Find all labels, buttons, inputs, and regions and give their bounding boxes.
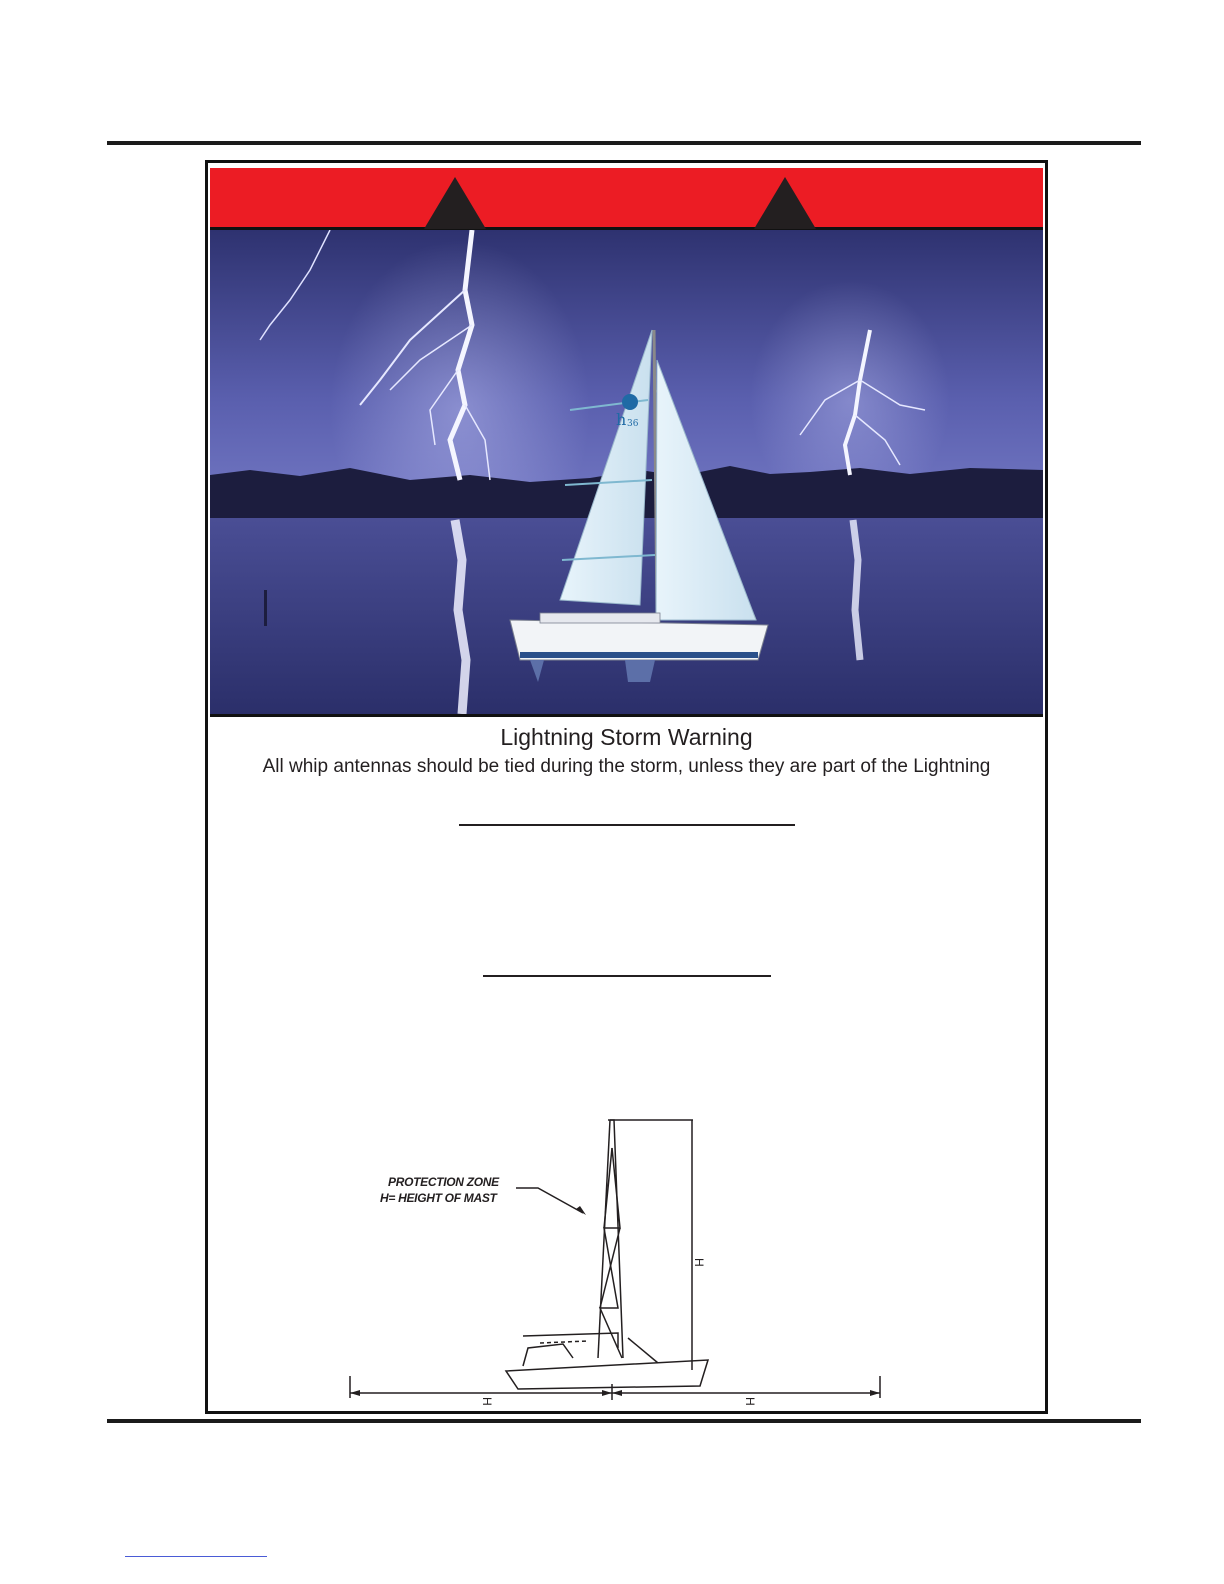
protection-zone-label: PROTECTION ZONE	[388, 1175, 499, 1189]
protection-zone-diagram	[328, 1108, 928, 1408]
sail-logo-text: h	[616, 410, 627, 429]
mast-height-label: H= HEIGHT OF MAST	[380, 1191, 497, 1205]
warning-banner	[210, 168, 1043, 230]
bottom-rule	[107, 1419, 1141, 1423]
caption-body: All whip antennas should be tied during the storm, unless they are part of the Lightning	[262, 756, 991, 777]
left-dimension	[350, 1376, 612, 1398]
warning-panel	[205, 160, 1048, 1414]
section-rule	[459, 824, 795, 826]
right-marker: H	[743, 1397, 757, 1406]
top-rule	[107, 141, 1141, 145]
height-marker: H	[692, 1258, 706, 1267]
warning-triangle-icon	[754, 177, 816, 229]
sail-number: 36	[627, 419, 639, 429]
warning-triangle-icon	[424, 177, 486, 229]
section-rule	[483, 975, 771, 977]
footer-link-underline[interactable]	[125, 1556, 267, 1557]
lightning-storm-photo	[210, 230, 1043, 717]
diagram-hull	[506, 1360, 708, 1389]
left-marker: H	[480, 1397, 494, 1406]
caption-title: Lightning Storm Warning	[500, 724, 753, 750]
